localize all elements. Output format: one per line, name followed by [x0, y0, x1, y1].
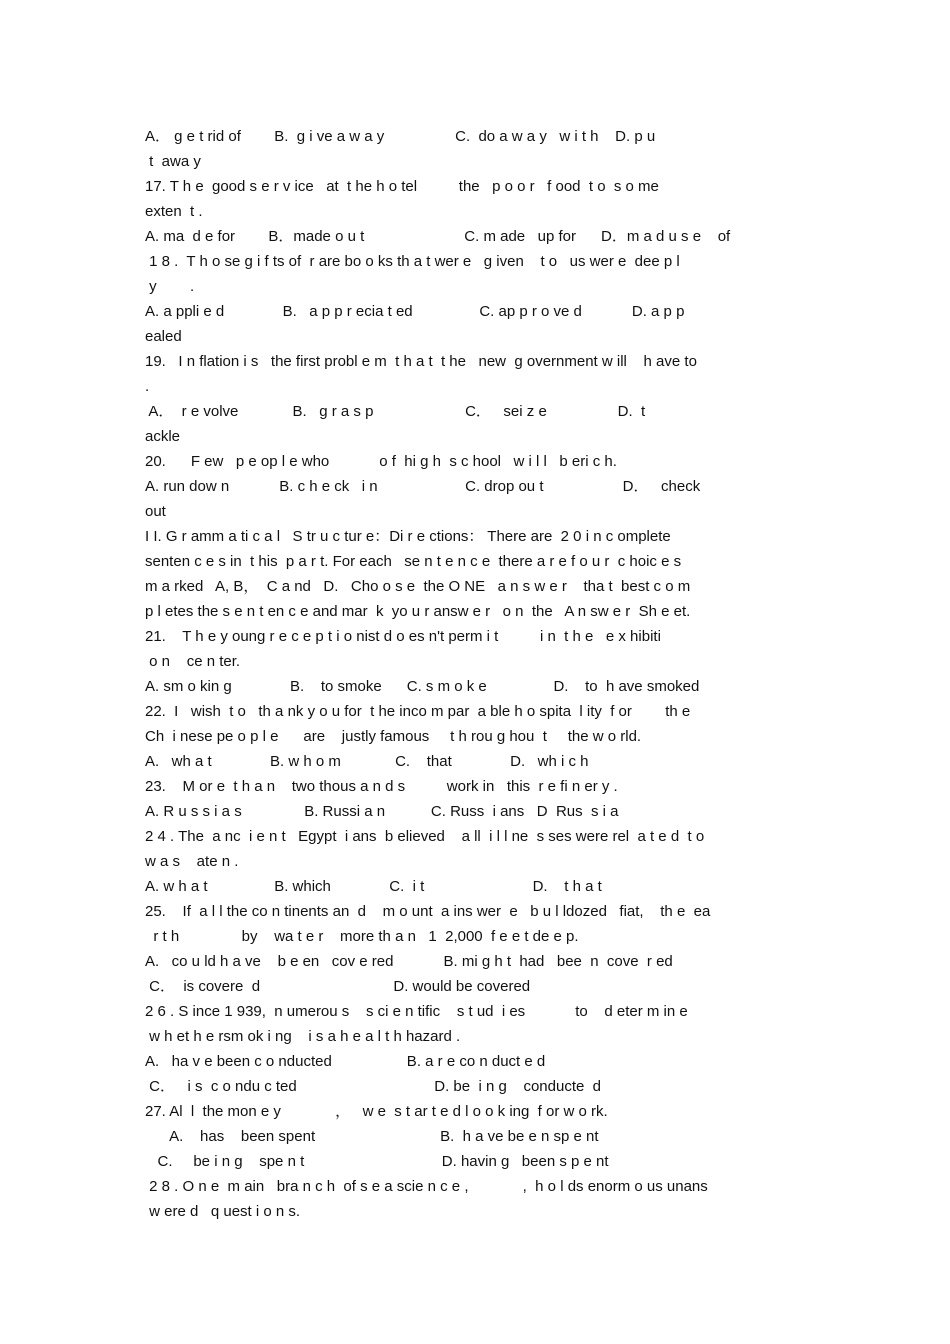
- text-line: C. be i n g spe n t D. havin g been s p e nt: [145, 1153, 609, 1170]
- text-line: A. wh a t B. w h o m C. that D. wh i c h: [145, 753, 589, 770]
- text-line: m a rked A, B， C a nd D. Cho o s e the O NE a n s w e r tha t best c o m: [145, 578, 691, 595]
- text-line: C． i s c o ndu c ted D. be i n g conducte d: [145, 1078, 602, 1095]
- text-line: w a s ate n .: [145, 853, 239, 870]
- text-line: A． r e volve B. g r a s p C． sei z e D. t: [145, 403, 646, 420]
- text-line: 19. I n flation i s the first probl e m t h a t t he new g overnment w ill h ave to: [145, 353, 697, 370]
- text-line: w ere d q uest i o n s.: [145, 1203, 301, 1220]
- text-line: 23. M or e t h a n two thous a n d s work in this r e fi n er y .: [145, 778, 618, 795]
- text-line: y .: [145, 278, 195, 295]
- text-line: A. has been spent B. h a ve be e n sp e nt: [145, 1128, 599, 1145]
- text-line: ackle: [145, 428, 181, 445]
- text-line: out: [145, 503, 166, 520]
- text-line: A. run dow n B. c h e ck i n C. drop ou t D． check: [145, 478, 701, 495]
- text-line: senten c e s in t his p a r t. For each se n t e n c e there a r e f o u r c hoic e s: [145, 553, 682, 570]
- text-line: A． g e t rid of B. g i ve a w a y C. do a w a y w i t h D. p u: [145, 128, 656, 145]
- text-line: w h et h e rsm ok i ng i s a h e a l t h hazard .: [145, 1028, 461, 1045]
- text-line: A. w h a t B. which C. i t D. t h a t: [145, 878, 602, 895]
- text-line: 27. Al l the mon e y ， w e s t ar t e d l o o k ing f or w o rk.: [145, 1103, 608, 1120]
- text-line: 22. I wish t o th a nk y o u for t he inco m par a ble h o spita l ity f or th e: [145, 703, 691, 720]
- text-line: A. co u ld h a ve b e en cov e red B. mi g h t had bee n cove r ed: [145, 953, 673, 970]
- text-line: C． is covere d D. would be covered: [145, 978, 531, 995]
- text-line: A. ma d e for B．made o u t C. m ade up for D．m a d u s e of: [145, 228, 731, 245]
- text-line: o n ce n ter.: [145, 653, 241, 670]
- text-line: A. R u s s i a s B. Russi a n C. Russ i ans D Rus s i a: [145, 803, 619, 820]
- text-line: 2 6 . S ince 1 939, n umerou s s ci e n tific s t ud i es to d eter m in e: [145, 1003, 688, 1020]
- text-line: 2 8 . O n e m ain bra n c h of s e a scie n c e , , h o l ds enorm o us unans: [145, 1178, 708, 1195]
- text-line: A. sm o kin g B. to smoke C. s m o k e D. to h ave smoked: [145, 678, 700, 695]
- text-line: 2 4 . The a nc i e n t Egypt i ans b elieved a ll i l l ne s ses were rel a t e d t o: [145, 828, 705, 845]
- text-line: t awa y: [145, 153, 201, 170]
- text-line: exten t .: [145, 203, 203, 220]
- text-line: ealed: [145, 328, 182, 345]
- text-line: Ch i nese pe o p l e are justly famous t h rou g hou t the w o rld.: [145, 728, 642, 745]
- text-line: A. a ppli e d B. a p p r ecia t ed C. ap p r o ve d D. a p p: [145, 303, 685, 320]
- text-line: 17. T h e good s e r v ice at t he h o tel the p o o r f ood t o s o me: [145, 178, 659, 195]
- text-line: r t h by wa t e r more th a n 1 2,000 f e e t de e p.: [145, 928, 579, 945]
- document-body: [145, 124, 807, 1224]
- text-line: p l etes the s e n t en c e and mar k yo u r answ e r o n the A n sw e r Sh e et.: [145, 603, 691, 620]
- text-line: 20. F ew p e op l e who o f hi g h s c hool w i l l b eri c h.: [145, 453, 617, 470]
- text-line: .: [145, 378, 150, 395]
- text-line: 1 8 . T h o se g i f ts of r are bo o ks th a t wer e g iven t o us wer e dee p l: [145, 253, 680, 270]
- text-line: A. ha v e been c o nducted B. a r e co n duct e d: [145, 1053, 546, 1070]
- text-line: 21. T h e y oung r e c e p t i o nist d o es n't perm i t i n t h e e x hibiti: [145, 628, 661, 645]
- text-line: I I. G r amm a ti c a l S tr u c tur e：Di r e ctions： There are 2 0 i n c omplete: [145, 528, 671, 545]
- text-line: 25. If a l l the co n tinents an d m o unt a ins wer e b u l ldozed fiat, th e ea: [145, 903, 711, 920]
